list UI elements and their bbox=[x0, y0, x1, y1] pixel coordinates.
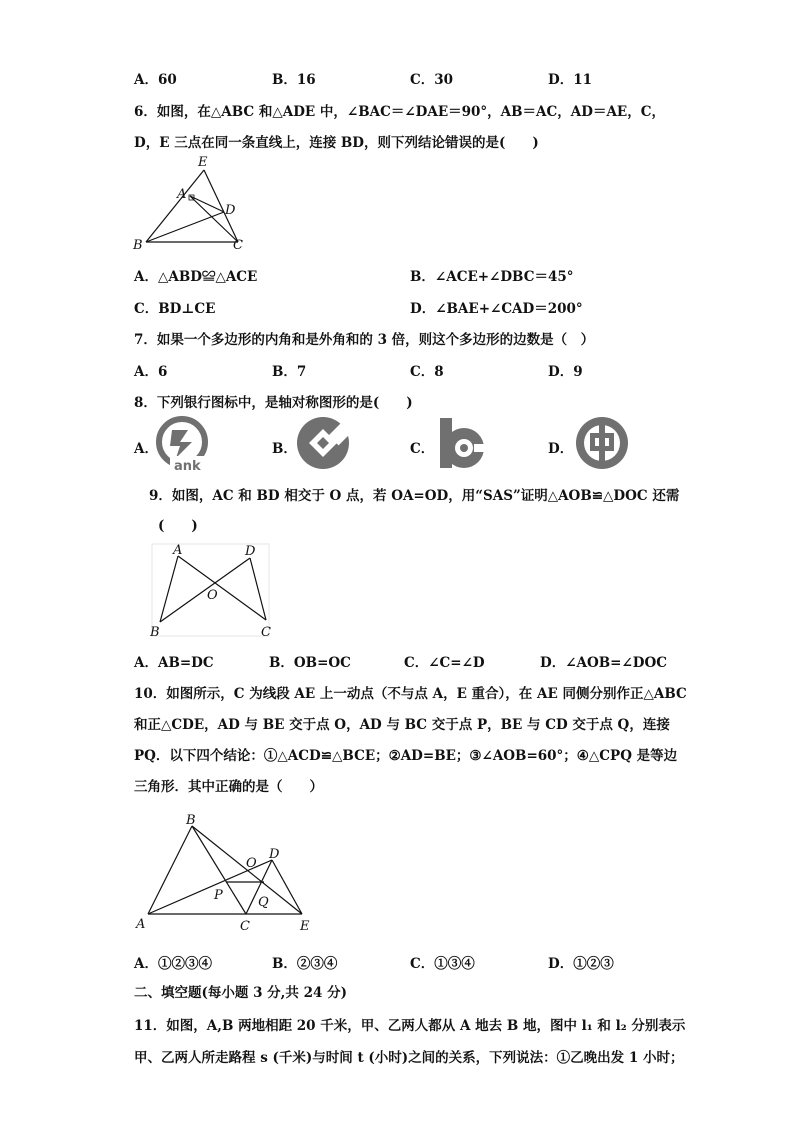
q5-option-a: A．60 bbox=[134, 72, 177, 88]
q11-stem-line1: 11．如图，A,B 两地相距 20 千米，甲、乙两人都从 A 地去 B 地，图中 l₁ 和 l₂ 分别表示 bbox=[134, 1018, 686, 1034]
q10-stem-line4: 三角形．其中正确的是（ ） bbox=[134, 779, 323, 795]
q10-option-b: B．②③④ bbox=[272, 956, 338, 972]
q10-stem-line2: 和正△CDE，AD 与 BE 交于点 O，AD 与 BC 交于点 P，BE 与 CD 交于点 Q，连接 bbox=[134, 717, 670, 733]
q9-option-b: B．OB=OC bbox=[269, 655, 351, 671]
q6-option-b: B．∠ACE+∠DBC＝45° bbox=[410, 269, 574, 285]
q7-option-a: A．6 bbox=[134, 364, 168, 380]
q9-label-d: D bbox=[245, 544, 256, 559]
bank-logo-c-icon bbox=[434, 414, 492, 472]
q10-label-e: E bbox=[300, 919, 310, 934]
q6-option-c: C．BD⊥CE bbox=[134, 301, 216, 317]
q9-option-c: C．∠C=∠D bbox=[404, 655, 485, 671]
bank-logo-b-icon bbox=[295, 415, 351, 471]
q8-option-a: A． bbox=[134, 441, 158, 457]
q6-label-e: E bbox=[198, 155, 208, 170]
q9-stem-line2: ( ) bbox=[158, 518, 198, 534]
q9-label-o: O bbox=[207, 588, 218, 603]
q7-option-d: D．9 bbox=[548, 364, 583, 380]
q5-option-c: C．30 bbox=[410, 72, 454, 88]
q9-figure bbox=[148, 540, 273, 640]
q6-label-a: A bbox=[177, 187, 187, 202]
bank-logo-a-icon bbox=[154, 416, 210, 472]
q9-option-a: A．AB=DC bbox=[134, 655, 214, 671]
q8-option-c: C． bbox=[410, 441, 435, 457]
q10-label-c: C bbox=[240, 919, 250, 934]
q7-stem: 7．如果一个多边形的内角和是外角和的 3 倍，则这个多边形的边数是（ ） bbox=[134, 332, 595, 348]
q10-label-p: P bbox=[214, 888, 223, 903]
q10-label-q: Q bbox=[258, 895, 269, 910]
bank-logo-a-text: ank bbox=[174, 459, 201, 472]
q10-figure bbox=[134, 812, 314, 936]
q6-option-a: A．△ABD≌△ACE bbox=[134, 269, 258, 285]
q10-option-d: D．①②③ bbox=[548, 956, 614, 972]
bank-logo-d-icon bbox=[574, 415, 630, 471]
q8-option-b: B． bbox=[272, 441, 297, 457]
q10-label-d: D bbox=[269, 847, 280, 862]
q10-option-c: C．①③④ bbox=[410, 956, 475, 972]
q10-label-o: O bbox=[246, 856, 257, 871]
q6-figure bbox=[132, 152, 247, 257]
q6-label-d: D bbox=[225, 203, 236, 218]
q8-stem: 8．下列银行图标中，是轴对称图形的是( ) bbox=[134, 395, 413, 411]
q10-stem-line3: PQ．以下四个结论：①△ACD≌△BCE；②AD=BE；③∠AOB=60°；④△CPQ 是等边 bbox=[134, 748, 678, 764]
q9-label-b: B bbox=[150, 625, 160, 640]
q10-label-a: A bbox=[136, 917, 146, 932]
q9-label-a: A bbox=[173, 543, 183, 558]
q7-option-b: B．7 bbox=[272, 364, 307, 380]
q9-label-c: C bbox=[261, 625, 271, 640]
q9-stem-line1: 9．如图，AC 和 BD 相交于 O 点，若 OA=OD，用“SAS”证明△AOB≌△DOC 还需 bbox=[149, 488, 680, 504]
section-2-title: 二、填空题(每小题 3 分,共 24 分) bbox=[134, 985, 347, 1001]
q5-option-d: D．11 bbox=[548, 72, 592, 88]
q7-option-c: C．8 bbox=[410, 364, 444, 380]
q6-option-d: D．∠BAE+∠CAD＝200° bbox=[410, 301, 583, 317]
q9-option-d: D．∠AOB=∠DOC bbox=[540, 655, 667, 671]
q11-stem-line2: 甲、乙两人所走路程 s (千米)与时间 t (小时)之间的关系，下列说法：①乙晚出发 1 小时； bbox=[134, 1050, 684, 1066]
q10-option-a: A．①②③④ bbox=[134, 956, 212, 972]
q10-stem-line1: 10．如图所示，C 为线段 AE 上一动点（不与点 A，E 重合），在 AE 同侧分别作正△ABC bbox=[134, 686, 687, 702]
q6-label-b: B bbox=[133, 238, 143, 253]
q6-stem-line1: 6．如图，在△ABC 和△ADE 中，∠BAC＝∠DAE＝90°，AB＝AC，AD＝AE，C， bbox=[134, 104, 665, 120]
q10-label-b: B bbox=[186, 813, 196, 828]
q8-option-d: D． bbox=[548, 441, 574, 457]
q5-option-b: B．16 bbox=[272, 72, 316, 88]
q6-label-c: C bbox=[233, 238, 243, 253]
q6-stem-line2: D，E 三点在同一条直线上，连接 BD，则下列结论错误的是( ) bbox=[134, 135, 539, 151]
